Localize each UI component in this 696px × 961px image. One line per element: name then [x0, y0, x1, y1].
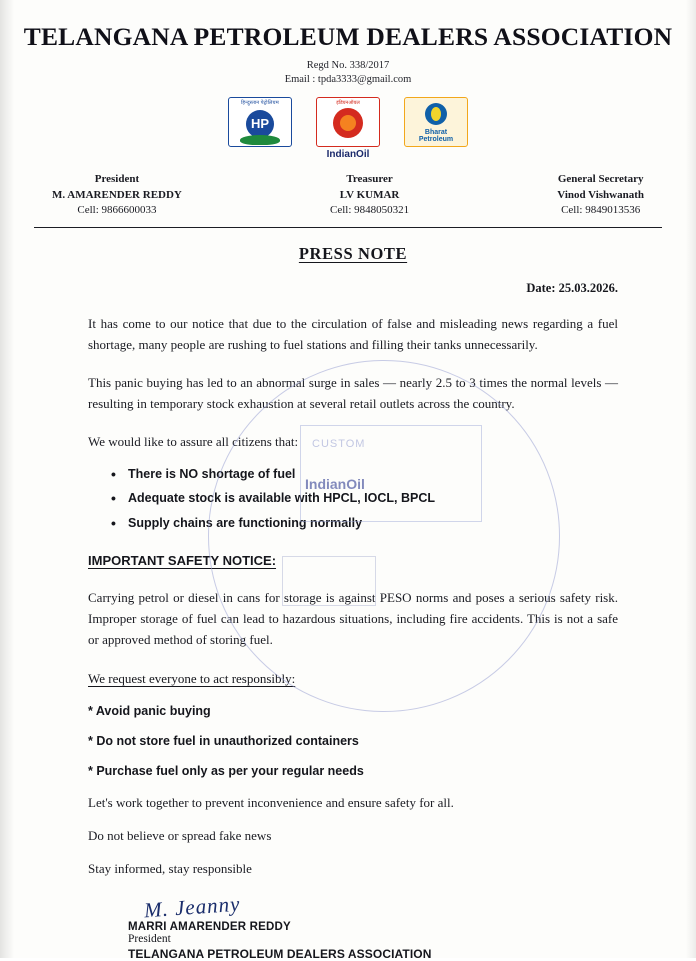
stamp-brand-text: IndianOil — [305, 476, 365, 492]
official-general-secretary-cell: Cell: 9849013536 — [561, 204, 641, 217]
document-body — [0, 244, 696, 961]
bharat-petroleum-logo-caption: Bharat Petroleum — [418, 128, 454, 143]
indianoil-logo-hindi-text: इंडियनऑयल — [336, 101, 360, 107]
official-general-secretary-role: General Secretary — [557, 173, 644, 186]
hp-logo-leaf — [240, 135, 280, 145]
bharat-petroleum-logo-box — [404, 97, 468, 147]
official-treasurer-name: LV KUMAR — [339, 188, 400, 201]
official-treasurer-cell: Cell: 9848050321 — [330, 204, 410, 217]
official-treasurer-role: Treasurer — [346, 173, 393, 186]
letterhead-divider — [34, 227, 662, 228]
bharat-petroleum-logo-mark — [425, 103, 447, 125]
email-line: Email : tpda3333@gmail.com — [284, 74, 412, 86]
signatory-organization: TELANGANA PETROLEUM DEALERS ASSOCIATION — [128, 947, 432, 961]
paragraph-2: This panic buying has led to an abnormal surge in sales — nearly 2.5 to 3 times the normal levels — resulting in temporary stock exhaustion at several retail outlets across the country. — [88, 374, 618, 411]
assurance-list — [88, 462, 618, 535]
official-president-cell: Cell: 9866600033 — [77, 204, 157, 217]
indianoil-logo — [311, 97, 385, 160]
official-president — [52, 172, 182, 218]
paragraph-1: It has come to our notice that due to the circulation of false and misleading news regarding a fuel shortage, many people are rushing to fuel stations and filling their tanks unnecessarily. — [88, 315, 618, 352]
closing-line-3: Stay informed, stay responsible — [88, 861, 252, 877]
list-item: • There is NO shortage of fuel — [128, 462, 618, 486]
indianoil-logo-caption: IndianOil — [326, 149, 370, 161]
oil-company-logos — [18, 97, 678, 160]
request-item-3: * Purchase fuel only as per your regular needs — [88, 764, 364, 779]
letterhead — [0, 0, 696, 228]
official-treasurer — [330, 172, 409, 218]
officials-row — [18, 172, 678, 218]
request-item-2: * Do not store fuel in unauthorized containers — [88, 734, 359, 749]
closing-line-2: Do not believe or spread fake news — [88, 828, 272, 844]
list-item: • Supply chains are functioning normally — [128, 511, 618, 535]
bharat-petroleum-logo — [399, 97, 473, 147]
signature-block — [88, 891, 618, 961]
list-item: • Adequate stock is available with HPCL, IOCL, BPCL — [128, 486, 618, 510]
page-title: PRESS NOTE — [298, 243, 408, 263]
stamp-faint-text: CUSTOM — [312, 438, 366, 450]
hp-logo-hindi-text: हिन्दुस्तान पेट्रोलियम — [241, 101, 279, 107]
indianoil-logo-box — [316, 97, 380, 147]
hp-logo-box — [228, 97, 292, 147]
organization-title: TELANGANA PETROLEUM DEALERS ASSOCIATION — [23, 22, 673, 51]
hp-logo — [223, 97, 297, 147]
assurance-intro: We would like to assure all citizens that: — [88, 433, 299, 449]
closing-line-1: Let's work together to prevent inconvenience and ensure safety for all. — [88, 795, 454, 811]
request-heading: We request everyone to act responsibly: — [88, 671, 296, 687]
request-item-1: * Avoid panic buying — [88, 704, 211, 719]
signatory-name: MARRI AMARENDER REDDY — [128, 921, 291, 934]
official-president-role: President — [94, 173, 140, 186]
safety-notice-heading: IMPORTANT SAFETY NOTICE: — [88, 552, 277, 568]
indianoil-logo-mark — [333, 108, 363, 138]
handwritten-signature: M. Jeanny — [143, 891, 242, 923]
registration-number: Regd No. 338/2017 — [306, 60, 390, 71]
hp-logo-mark: HP — [246, 110, 274, 138]
official-general-secretary-name: Vinod Vishwanath — [557, 188, 644, 201]
signatory-role: President — [128, 933, 171, 946]
document-date: Date: 25.03.2026. — [526, 280, 618, 295]
official-president-name: M. AMARENDER REDDY — [52, 188, 182, 201]
safety-notice-paragraph: Carrying petrol or diesel in cans for storage is against PESO norms and poses a serious safety risk. Improper storage of fuel can lead to hazardous situations, including fire accidents. This is not a safe or approved method of storing fuel. — [88, 589, 618, 647]
official-general-secretary — [557, 172, 644, 218]
